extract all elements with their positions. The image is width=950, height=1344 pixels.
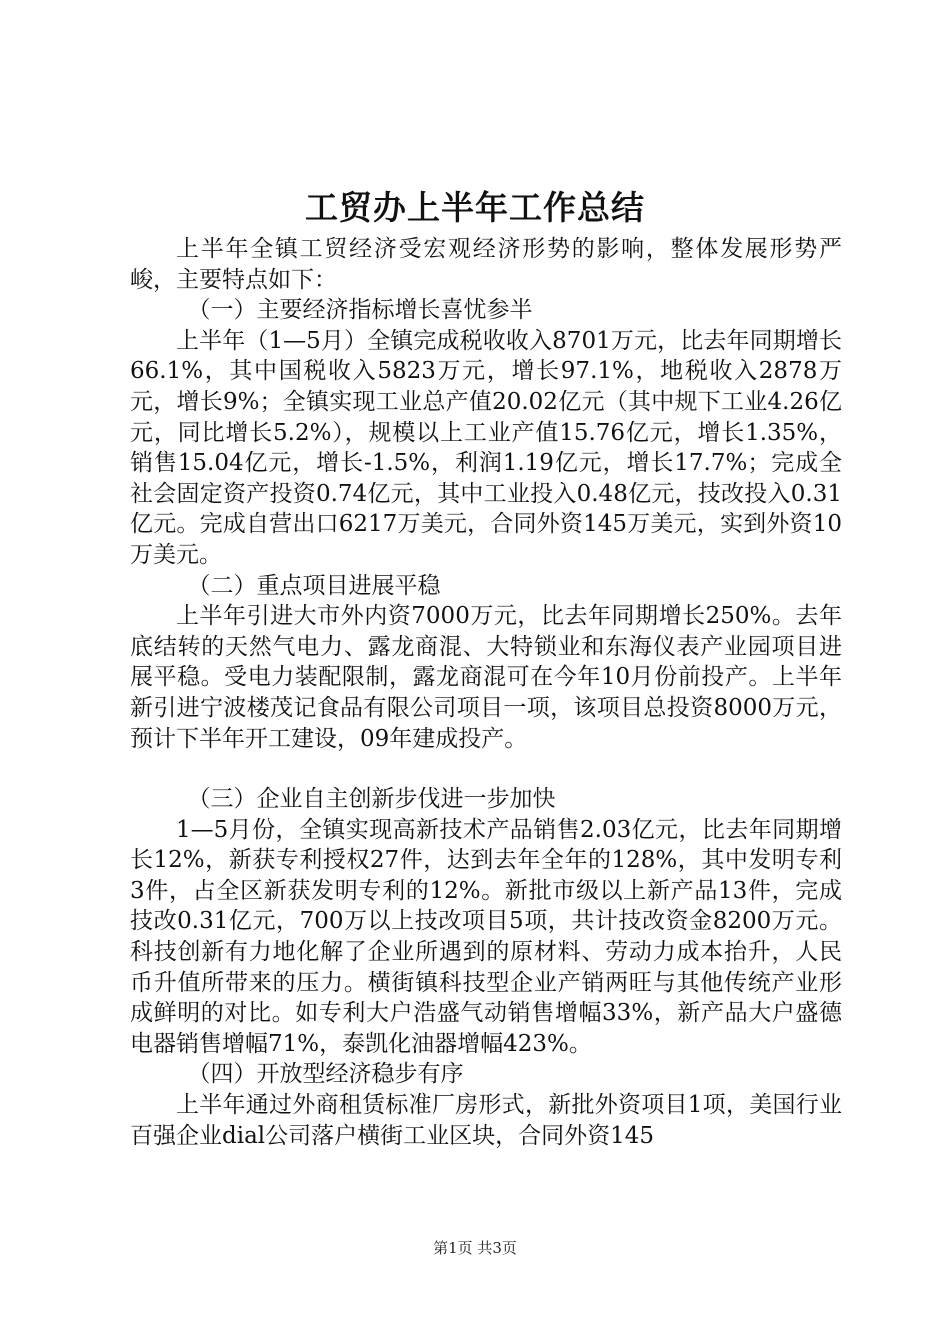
section-paragraph-1: 上半年（1—5月）全镇完成税收收入8701万元，比去年同期增长66.1%，其中国税收入5823万元，增长97.1%，地税收入2878万元，增长9%；全镇实现工业总产值20.02亿元（其中规下工业4.26亿元，同比增长5.2%），规模以上工业产值15.76亿元，增长1.35%，销售15.04亿元，增长-1.5%，利润1.19亿元，增长17.7%；完成全社会固定资产投资0.74亿元，其中工业投入0.48亿元，技改投入0.31亿元。完成自营出口6217万美元，合同外资145万美元，实到外资10万美元。 <box>130 327 842 568</box>
document-body <box>130 234 842 1151</box>
intro-paragraph: 上半年全镇工贸经济受宏观经济形势的影响，整体发展形势严峻，主要特点如下： <box>130 236 842 293</box>
page-number-footer: 第1页 共3页 <box>433 1239 517 1257</box>
section-paragraph-3: 1—5月份，全镇实现高新技术产品销售2.03亿元，比去年同期增长12%，新获专利授权27件，达到去年全年的128%，其中发明专利3件，占全区新获发明专利的12%。新批市级以上新产品13件，完成技改0.31亿元，700万以上技改项目5项，共计技改资金8200万元。科技创新有力地化解了企业所遇到的原材料、劳动力成本抬升，人民币升值所带来的压力。横街镇科技型企业产销两旺与其他传统产业形成鲜明的对比。如专利大户浩盛气动销售增幅33%，新产品大户盛德电器销售增幅71%，泰凯化油器增幅423%。 <box>130 816 842 1057</box>
section-heading-2: （二）重点项目进展平稳 <box>187 572 441 599</box>
section-heading-4: （四）开放型经济稳步有序 <box>187 1061 464 1088</box>
section-heading-3: （三）企业自主创新步伐进一步加快 <box>187 786 556 813</box>
section-heading-1: （一）主要经济指标增长喜忧参半 <box>187 297 533 324</box>
section-paragraph-4: 上半年通过外商租赁标准厂房形式，新批外资项目1项，美国行业百强企业dial公司落户横街工业区块，合同外资145 <box>130 1092 842 1149</box>
document-title: 工贸办上半年工作总结 <box>305 188 645 227</box>
section-paragraph-2: 上半年引进大市外内资7000万元，比去年同期增长250%。去年底结转的天然气电力、露龙商混、大特锁业和东海仪表产业园项目进展平稳。受电力装配限制，露龙商混可在今年10月份前投产。上半年新引进宁波楼茂记食品有限公司项目一项，该项目总投资8000万元，预计下半年开工建设，09年建成投产。 <box>130 603 842 752</box>
